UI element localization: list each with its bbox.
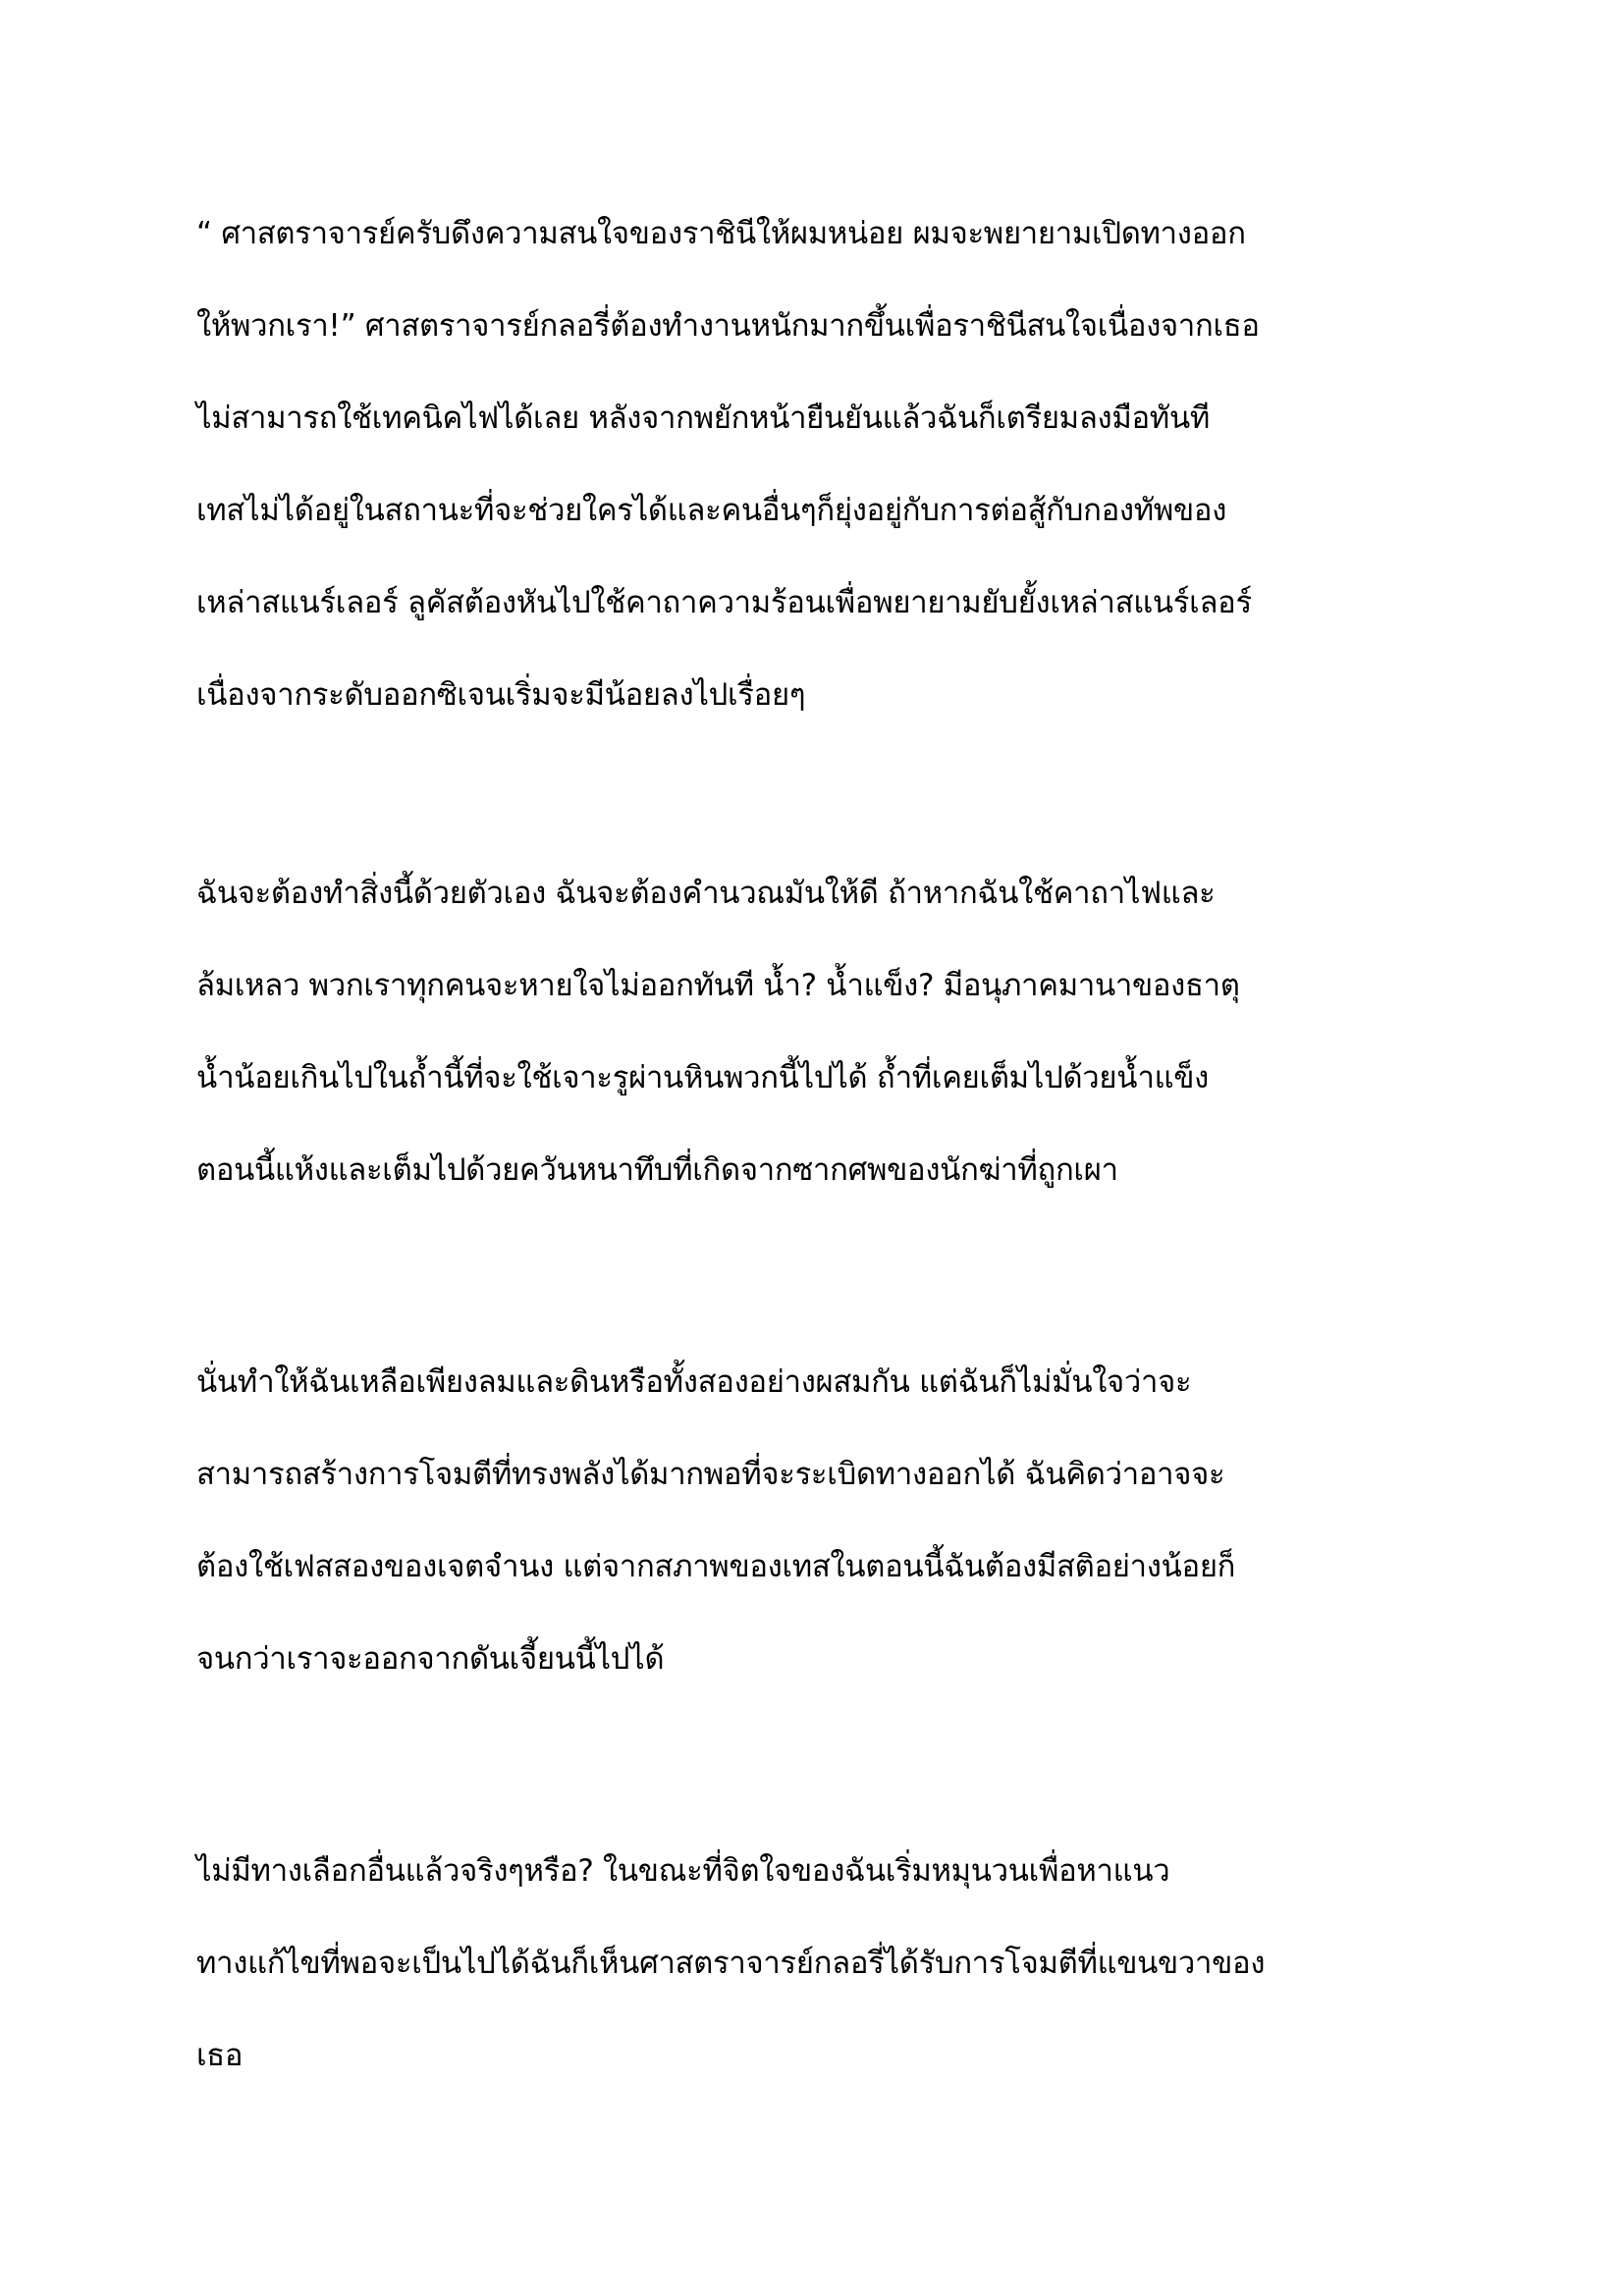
paragraph-4-line-1: ไม่มีทางเลือกอื่นแล้วจริงๆหรือ? ในขณะที่จิตใจของฉันเริ่มหมุนวนเพื่อหาแนว bbox=[196, 1853, 1170, 1889]
paragraph-1-line-2: ให้พวกเรา!” ศาสตราจารย์กลอรี่ต้องทำงานหนักมากขึ้นเพื่อราชินีสนใจเนื่องจากเธอ bbox=[196, 308, 1260, 344]
paragraph-1-line-3: ไม่สามารถใช้เทคนิคไฟได้เลย หลังจากพยักหน้ายืนยันแล้วฉันก็เตรียมลงมือทันที bbox=[196, 400, 1210, 436]
paragraph-3-line-2: สามารถสร้างการโจมตีที่ทรงพลังได้มากพอที่จะระเบิดทางออกได้ ฉันคิดว่าอาจจะ bbox=[196, 1457, 1225, 1492]
paragraph-2-line-4: ตอนนี้แห้งและเต็มไปด้วยควันหนาทึบที่เกิดจากซากศพของนักฆ่าที่ถูกเผา bbox=[196, 1152, 1118, 1188]
paragraph-1-line-4: เทสไม่ได้อยู่ในสถานะที่จะช่วยใครได้และคนอื่นๆก็ยุ่งอยู่กับการต่อสู้กับกองทัพของ bbox=[196, 493, 1227, 528]
paragraph-3-line-1: นั่นทำให้ฉันเหลือเพียงลมและดินหรือทั้งสองอย่างผสมกัน แต่ฉันก็ไม่มั่นใจว่าจะ bbox=[196, 1364, 1192, 1400]
paragraph-3-line-3: ต้องใช้เฟสสองของเจตจำนง แต่จากสภาพของเทสในตอนนี้ฉันต้องมีสติอย่างน้อยก็ bbox=[196, 1549, 1236, 1584]
paragraph-2-line-3: น้ำน้อยเกินไปในถ้ำนี้ที่จะใช้เจาะรูผ่านหินพวกนี้ไปได้ ถ้ำที่เคยเต็มไปด้วยน้ำแข็ง bbox=[196, 1060, 1209, 1095]
paragraph-2-line-2: ล้มเหลว พวกเราทุกคนจะหายใจไม่ออกทันที น้ำ? น้ำแข็ง? มีอนุภาคมานาของธาตุ bbox=[196, 968, 1240, 1003]
paragraph-4-line-3: เธอ bbox=[196, 2038, 244, 2073]
paragraph-1-line-1: “ ศาสตราจารย์ครับดึงความสนใจของราชินีให้ผมหน่อย ผมจะพยายามเปิดทางออก bbox=[196, 216, 1246, 251]
paragraph-2-line-1: ฉันจะต้องทำสิ่งนี้ด้วยตัวเอง ฉันจะต้องคำนวณมันให้ดี ถ้าหากฉันใช้คาถาไฟและ bbox=[196, 876, 1216, 911]
paragraph-3-line-4: จนกว่าเราจะออกจากดันเจี้ยนนี้ไปได้ bbox=[196, 1641, 665, 1677]
paragraph-1-line-5: เหล่าสแนร์เลอร์ ลูคัสต้องหันไปใช้คาถาความร้อนเพื่อพยายามยับยั้งเหล่าสแนร์เลอร์ bbox=[196, 585, 1252, 620]
paragraph-4-line-2: ทางแก้ไขที่พอจะเป็นไปได้ฉันก็เห็นศาสตราจารย์กลอรี่ได้รับการโจมตีที่แขนขวาของ bbox=[196, 1946, 1266, 1981]
paragraph-1-line-6: เนื่องจากระดับออกซิเจนเริ่มจะมีน้อยลงไปเรื่อยๆ bbox=[196, 677, 806, 713]
